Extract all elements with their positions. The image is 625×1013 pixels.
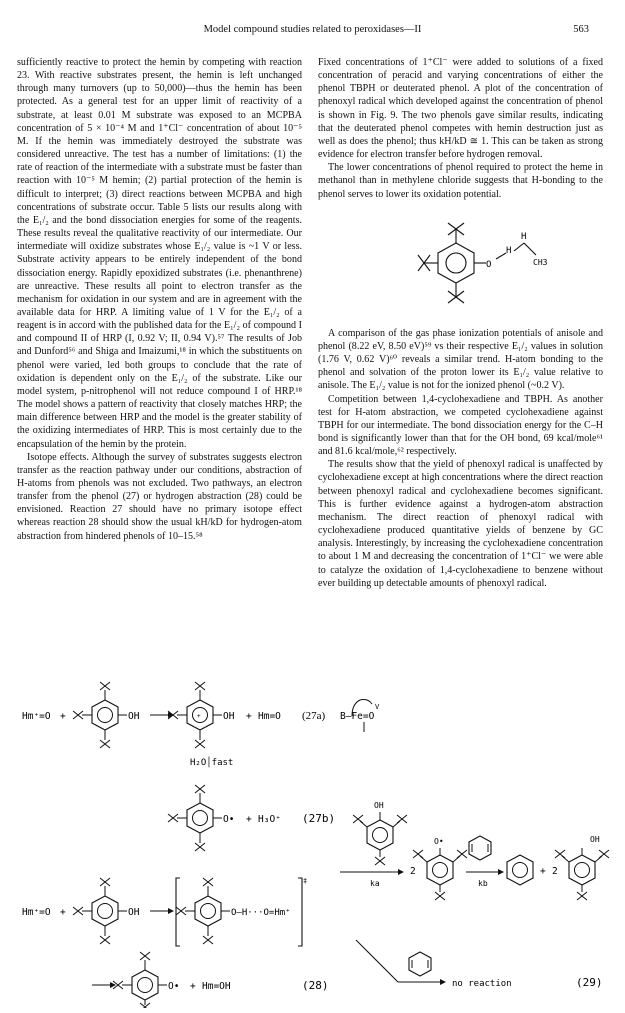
hydronium-label: H₃O⁺	[258, 814, 281, 825]
paragraph: A comparison of the gas phase ionization potentials of anisole and phenol (8.22 eV, 8.50 eV)⁵⁹ vs their respective E₁/₂ values in solution (1.76 V, 0.62 V)⁶⁰ reveals a similar trend. H-atom bonding to the phenol and solvation of the proton lower its E₁/₂ value relative to anisole. The E₁/₂ value is not for the ionized phenol (~0.2 V).	[318, 327, 603, 392]
iron-oxo-label: B—Fe=O	[340, 711, 375, 722]
paragraph: Competition between 1,4-cyclohexadiene and TBPH. As another test for H-atom abstraction, we competed cyclohexadiene against TBPH for our intermediate. The bond dissociation energy for the C–H bond is significantly lower than that for the OH bond, 69 kcal/mole⁶¹ and 81.6 kcal/mole,⁶² respectively.	[318, 393, 603, 458]
hm-oxo-reagent: Hm⁺=O	[22, 711, 51, 722]
running-header	[0, 24, 625, 40]
hydrogen-label: H	[506, 245, 512, 256]
fast-step-label: H₂O│fast	[190, 758, 234, 768]
reaction-27a	[22, 682, 326, 768]
plus-sign: +	[60, 907, 66, 918]
rate-constant-b: kb	[478, 879, 488, 888]
right-column	[318, 56, 603, 590]
phenoxyl-radical-label: O•	[223, 814, 235, 825]
hydroxyl-label: OH	[590, 835, 600, 844]
svg-text:+: +	[197, 713, 201, 720]
paragraph: Fixed concentrations of 1⁺Cl⁻ were added to solutions of a fixed concentration of peracid and varying concentrations of either the phenol TBPH or deuterated phenol. A plot of the concentration of phenoxyl radical which developed against the concentration of phenol is shown in Fig. 9. The two phenols gave similar results, indicating that the deuterated phenol competes with hemin destruction just as well as does the phenol; thus kH/kD ≅ 1. This can be taken as strong evidence for electron transfer before hydrogen removal.	[318, 57, 603, 161]
stoichiometric-coefficient: 2	[552, 866, 558, 877]
phenoxyl-radical-label: O•	[434, 837, 444, 846]
reaction-schemes	[0, 640, 625, 1008]
reaction-28	[22, 877, 329, 1008]
oxidation-state-label: V	[375, 703, 380, 711]
page-number: 563	[573, 24, 589, 35]
hydroxyl-label: OH	[128, 711, 140, 722]
hm-oxo-product: Hm=O	[258, 711, 281, 722]
rate-constant-a: ka	[370, 879, 380, 888]
paragraph: Isotope effects. Although the survey of substrates suggests electron transfer as the reaction pathway under our conditions, abstraction of H-atoms from phenols was not excluded. Two pathways, an electron transfer from the phenol (27) or hydrogen abstraction (28) could be envisioned. Reaction 27 should have no primary isotope effect whereas reaction 28 should show the usual kH/kD for hydrogen-atom abstraction from hindered phenols of 10–15.⁵⁸	[17, 451, 302, 542]
equation-number: (28)	[302, 979, 329, 992]
reaction-27b	[168, 785, 335, 851]
equation-number: (29)	[576, 976, 603, 989]
stoichiometric-coefficient: 2	[410, 866, 416, 877]
hbond-complex-label: O—H···O=Hm⁺	[231, 908, 291, 918]
oxygen-label: O	[486, 259, 492, 270]
phenoxyl-radical-label: O•	[168, 981, 180, 992]
hydroxyl-label: OH	[128, 907, 140, 918]
paragraph: The results show that the yield of phenoxyl radical is unaffected by cyclohexadiene except at high concentrations where the direct reaction between phenoxyl radical and cyclohexadiene becomes significant. This is further evidence against a hydrogen-atom abstraction mechanism. The direct reaction of phenoxyl radical with cyclohexadiene produced quantitative yields of benzene by GC analysis. Interestingly, by increasing the cyclohexadiene concentration to about 1 M and decreasing the concentration of 1⁺Cl⁻ we were able to catalyze the oxidation of 1,4-cyclohexadiene to benzene without ever building up detectable amounts of phenoxyl radical.	[318, 459, 603, 589]
left-column	[17, 56, 302, 543]
equation-number: (27b)	[302, 812, 336, 825]
reaction-29	[340, 700, 609, 990]
hm-oxo-reagent: Hm⁺=O	[22, 907, 51, 918]
hydroxyl-label: OH	[374, 801, 384, 810]
plus-sign: +	[60, 711, 66, 722]
no-reaction-label: no reaction	[452, 979, 512, 989]
paragraph: sufficiently reactive to protect the hemin by competing with reaction 23. With reactive substrates present, the hemin is left unchanged through many turnovers (up to 50,000)—thus the hemin has been protected. As a general test for an upper limit of reactivity of a substrate, at least 0.01 M substrate was exposed to an MCPBA concentration of 5 × 10⁻⁴ M and 1⁺Cl⁻ concentration of about 10⁻⁵ M. If the hemin was immediately destroyed the substrate was considered unreactive. The test has a number of limitations: (1) the rate of reaction of the intermediate with a substrate must be faster than reaction with 10⁻⁵ M hemin; (2) partial protection of the hemin is difficult to interpret; (3) direct reactions between MCPBA and high concentrations of substrate occur. Table 5 lists our results along with the E₁/₂ and the bond dissociation energies for some of the reagents. These results reveal the qualitative reactivity of our intermediate. Our intermediate will oxidize substrates whose E₁/₂ value is ~1 V or less. Substrate activity appears to be entirely independent of the bond dissociation energy. Rapidly epoxidized substrates (i.e. phenanthrene) are unreactive. These results all point to electron transfer as the mechanism for oxidation in our system and are in agreement with the available data for HRP. A limiting value of 1 V for the E₁/₂ of a reagent is in accord with the published data for the E₁/₂ of compound I and compound II of HRP (I, 0.92 V; II, 0.94 V).⁵⁷ The results of Job and Dunford⁵⁶ and Shiga and Imaizumi,¹⁸ in which the substituents on phenol were varied, led both groups to conclude that the rate of oxidation is dependent only on the E₁/₂ of the substrate. Like our model system, p-nitrophenol will not reduce compound I of HRP.¹⁸ The model shows a pattern of reactivity that closely matches HRP; the main difference between HRP and the model is the greater stability of the oxidizing intermediates of HRP. This is most certainly due to the encapsulation of the hemin by the protein.	[17, 57, 302, 450]
running-title: Model compound studies related to peroxidases—II	[203, 24, 422, 35]
hydrogen-label: H	[521, 231, 527, 242]
methyl-label: CH3	[533, 257, 548, 267]
hydroxyl-label: OH	[223, 711, 235, 722]
plus-sign: +	[246, 711, 252, 722]
svg-text:‡: ‡	[303, 877, 308, 885]
equation-number: (27a)	[302, 710, 326, 722]
hm-oh-label: Hm=OH	[202, 981, 231, 992]
plus-sign: +	[540, 866, 546, 877]
plus-sign: +	[190, 981, 196, 992]
paragraph: The lower concentrations of phenol required to protect the heme in methanol than in methylene chloride suggests that H-bonding to the phenol serves to lower its oxidation potential.	[318, 162, 603, 200]
phenol-methanol-hbond-structure	[318, 203, 603, 321]
plus-sign: +	[246, 814, 252, 825]
